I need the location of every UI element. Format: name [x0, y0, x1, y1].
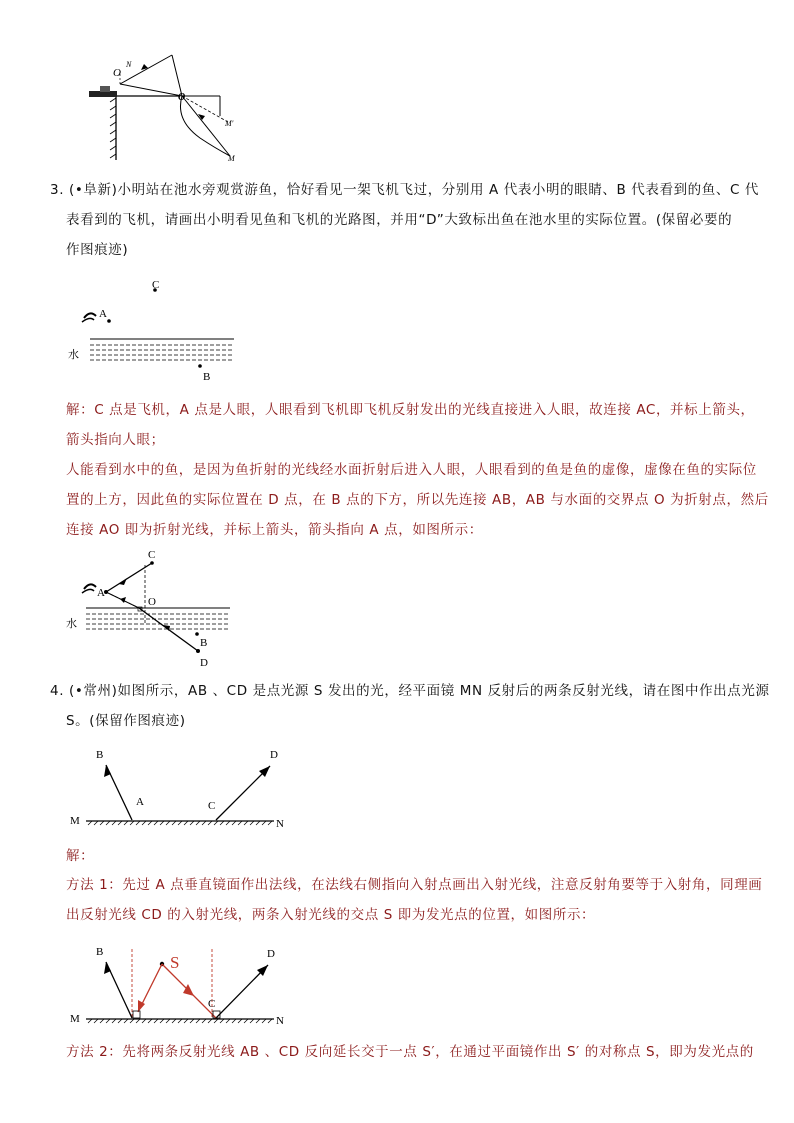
reflection-refraction-figure	[80, 50, 250, 165]
q3s-label-b: B	[200, 637, 208, 649]
q4-label-n: N	[276, 818, 284, 830]
q3-label-water: 水	[68, 349, 79, 361]
q3s-label-c: C	[148, 549, 156, 561]
label-m: M	[228, 154, 235, 163]
q4-label-c: C	[208, 800, 216, 812]
q4-solution-figure	[66, 940, 296, 1030]
q3-figure	[66, 272, 246, 387]
q3s-label-o: O	[148, 596, 156, 608]
q4s-label-s: S	[170, 953, 180, 972]
q4s-label-d: D	[267, 948, 275, 960]
q4s-label-c: C	[208, 998, 216, 1010]
q3-solution-line2: 箭头指向人眼；	[66, 432, 165, 448]
q4-method1-line2: 出反射光线 CD 的入射光线，两条入射光线的交点 S 即为发光点的位置，如图所示：	[66, 907, 596, 923]
q3-text-line1: (•阜新)小明站在池水旁观赏游鱼，恰好看见一架飞机飞过，分别用 A 代表小明的眼睛、B 代表看到的鱼、C 代	[69, 182, 759, 198]
q3-label-a: A	[99, 308, 107, 320]
q4-number: 4.	[50, 683, 65, 699]
q3-line2: 表看到的飞机，请画出小明看见鱼和飞机的光路图，并用“D”大致标出鱼在池水里的实际位置。(保留必要的	[66, 212, 733, 228]
q3-line1	[50, 176, 759, 205]
q4s-label-n: N	[276, 1015, 284, 1027]
label-o-top: O	[113, 67, 121, 79]
q4-label-b: B	[96, 749, 104, 761]
q4-line1	[50, 677, 770, 706]
q3-line3: 作图痕迹)	[66, 242, 129, 258]
q4-method1-line1: 方法 1：先过 A 点垂直镜面作出法线，在法线右侧指向入射点画出入射光线，注意反射角要等于入射角，同理画	[66, 877, 763, 893]
q4-label-m: M	[70, 815, 80, 827]
q4-label-d: D	[270, 749, 278, 761]
q3-solution-line1: 解：C 点是飞机，A 点是人眼，人眼看到飞机即飞机反射发出的光线直接进入人眼，故连接 AC，并标上箭头，	[66, 402, 755, 418]
q4-line2: S。(保留作图痕迹)	[66, 713, 186, 729]
label-n: N	[126, 60, 132, 69]
q4-solution-label: 解：	[66, 848, 95, 864]
q4-label-a: A	[136, 796, 144, 808]
q3-solution-line5: 连接 AO 即为折射光线，并标上箭头，箭头指向 A 点，如图所示：	[66, 522, 483, 538]
q3-solution-line3: 人能看到水中的鱼，是因为鱼折射的光线经水面折射后进入人眼，人眼看到的鱼是鱼的虚像，虚像在鱼的实际位	[66, 462, 757, 478]
q4-text-line1: (•常州)如图所示，AB 、CD 是点光源 S 发出的光，经平面镜 MN 反射后的两条反射光线，请在图中作出点光源	[69, 683, 770, 699]
q3-solution-line4: 置的上方，因此鱼的实际位置在 D 点，在 B 点的下方，所以先连接 AB，AB 与水面的交界点 O 为折射点，然后	[66, 492, 769, 508]
label-o: O	[178, 92, 186, 103]
q3-label-b: B	[203, 371, 211, 383]
q3s-label-water: 水	[66, 618, 77, 630]
q3-label-c: C	[152, 279, 160, 291]
q4-method2-line1: 方法 2：先将两条反射光线 AB 、CD 反向延长交于一点 S′，在通过平面镜作出 S′ 的对称点 S，即为发光点的	[66, 1044, 754, 1060]
label-m-prime: M′	[225, 119, 234, 128]
q4s-label-m: M	[70, 1013, 80, 1025]
q4-figure	[66, 740, 296, 835]
q3-solution-figure	[66, 545, 246, 670]
q3-number: 3.	[50, 182, 65, 198]
q3s-label-d: D	[200, 657, 208, 669]
q4s-label-b: B	[96, 946, 104, 958]
q3s-label-a: A	[97, 587, 105, 599]
